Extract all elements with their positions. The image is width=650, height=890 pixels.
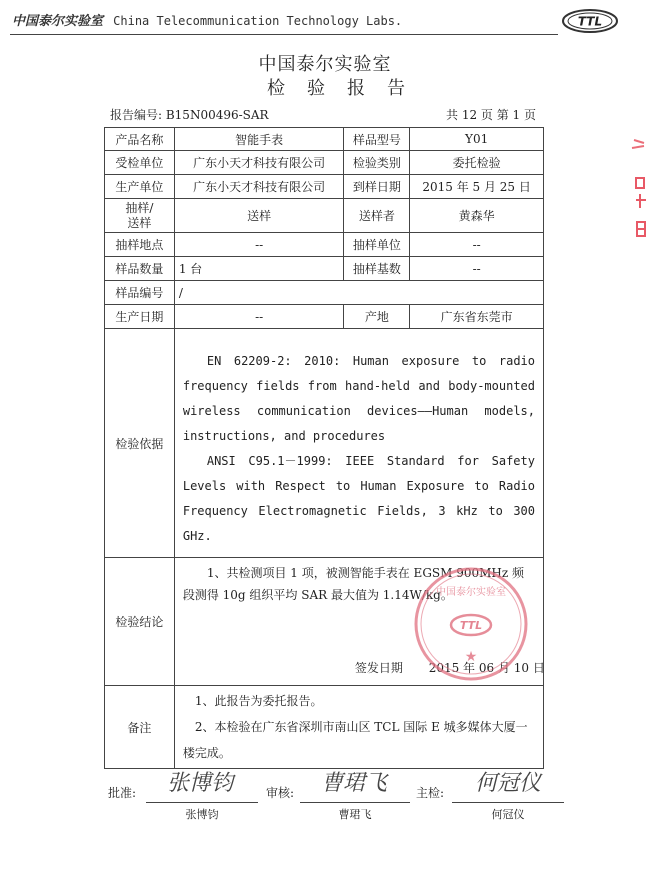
test-type-value: 委托检验	[410, 151, 544, 175]
manufacturer-value: 广东小天才科技有限公司	[174, 175, 344, 199]
issue-date-value: 2015 年 06 月 10 日	[428, 661, 545, 675]
svg-text:★: ★	[464, 649, 478, 665]
sample-no-label: 样品编号	[105, 281, 175, 305]
production-date-value: --	[174, 305, 344, 329]
page-count: 共 12 页 第 1 页	[446, 108, 536, 122]
approve-label: 批准:	[108, 786, 137, 800]
conclusion-label: 检验结论	[105, 558, 175, 686]
manufacturer-label: 生产单位	[105, 175, 175, 199]
table-row	[105, 686, 544, 769]
approve-name: 张博钧	[185, 808, 219, 821]
issue-date-label: 签发日期	[354, 661, 403, 675]
client-value: 广东小天才科技有限公司	[174, 151, 344, 175]
inspect-line	[452, 802, 564, 803]
origin-value: 广东省东莞市	[410, 305, 544, 329]
table-row	[105, 199, 544, 233]
inspect-signature: 何冠仪	[474, 771, 541, 796]
arrival-date-value: 2015 年 5 月 25 日	[410, 175, 544, 199]
seal-text: 中国泰尔实验室	[436, 587, 506, 598]
header-rule	[10, 34, 558, 35]
table-row	[105, 257, 544, 281]
table-row	[105, 128, 544, 151]
model-label: 样品型号	[344, 128, 410, 151]
product-name-label: 产品名称	[105, 128, 175, 151]
sender-value: 黄森华	[410, 199, 544, 233]
ttl-logo	[560, 6, 620, 36]
basis-standard-2: ANSI C95.1－1999: IEEE Standard for Safety Levels with Respect to Human Exposure to Radio Frequency Electromagnetic Fields, 3 kHz to 300 GHz.	[182, 454, 535, 543]
review-name: 曹珺飞	[338, 808, 372, 821]
table-row	[105, 329, 544, 558]
review-line	[300, 802, 410, 803]
table-row	[105, 281, 544, 305]
sampling-label	[105, 199, 175, 233]
page-title: 中国泰尔实验室	[258, 54, 392, 75]
table-row	[105, 305, 544, 329]
sampling-base-value: --	[410, 257, 544, 281]
review-label: 审核:	[266, 786, 295, 800]
product-name-value: 智能手表	[174, 128, 344, 151]
approve-line	[146, 802, 258, 803]
remarks-label: 备注	[105, 686, 175, 769]
conclusion-text: 1、共检测项目 1 项，被测智能手表在 EGSM 900MHz 频段测得 10g 组织平均 SAR 最大值为 1.14W/kg。	[182, 566, 525, 602]
table-row	[105, 233, 544, 257]
inspect-name: 何冠仪	[491, 808, 525, 821]
sampling-label-line2: 送样	[127, 215, 152, 230]
basis-label: 检验依据	[105, 329, 175, 558]
production-date-label: 生产日期	[105, 305, 175, 329]
sampling-unit-value: --	[410, 233, 544, 257]
red-seal	[412, 565, 530, 683]
remark-item-1: 1、此报告为委托报告。	[194, 694, 323, 708]
sample-qty-value: 1 台	[174, 257, 344, 281]
review-signature: 曹珺飞	[320, 771, 387, 796]
arrival-date-label: 到样日期	[344, 175, 410, 199]
sampling-value: 送样	[174, 199, 344, 233]
test-type-label: 检验类别	[344, 151, 410, 175]
sampling-base-label: 抽样基数	[344, 257, 410, 281]
report-number: 报告编号: B15N00496-SAR	[110, 108, 269, 122]
basis-content	[174, 329, 543, 558]
sampling-label-line1: 抽样/	[125, 200, 154, 215]
sampling-place-label: 抽样地点	[105, 233, 175, 257]
sample-qty-label: 样品数量	[105, 257, 175, 281]
lab-name-en: China Telecommunication Technology Labs.	[113, 14, 403, 28]
edge-stamp-marks	[628, 130, 650, 260]
page-subtitle: 检验报告	[267, 78, 427, 99]
lab-name-cn: 中国泰尔实验室	[12, 14, 104, 29]
sampling-unit-label: 抽样单位	[344, 233, 410, 257]
origin-label: 产地	[344, 305, 410, 329]
model-value: Y01	[410, 128, 544, 151]
logo-text: TTL	[577, 14, 603, 29]
sample-no-value: /	[174, 281, 543, 305]
approve-signature: 张博钧	[166, 771, 233, 796]
lab-header	[12, 10, 402, 29]
seal-logo-text: TTL	[459, 619, 483, 632]
sender-label: 送样者	[344, 199, 410, 233]
remarks-content	[174, 686, 543, 769]
basis-standard-1: EN 62209-2: 2010: Human exposure to radio frequency fields from hand-held and body-mounted wireless communication devices——Human models, instructions, and procedures	[182, 354, 535, 443]
client-label: 受检单位	[105, 151, 175, 175]
inspect-label: 主检:	[416, 786, 445, 800]
table-row	[105, 175, 544, 199]
table-row	[105, 151, 544, 175]
sampling-place-value: --	[174, 233, 344, 257]
remark-item-2: 2、本检验在广东省深圳市南山区 TCL 国际 E 城多媒体大厦一楼完成。	[182, 720, 528, 760]
